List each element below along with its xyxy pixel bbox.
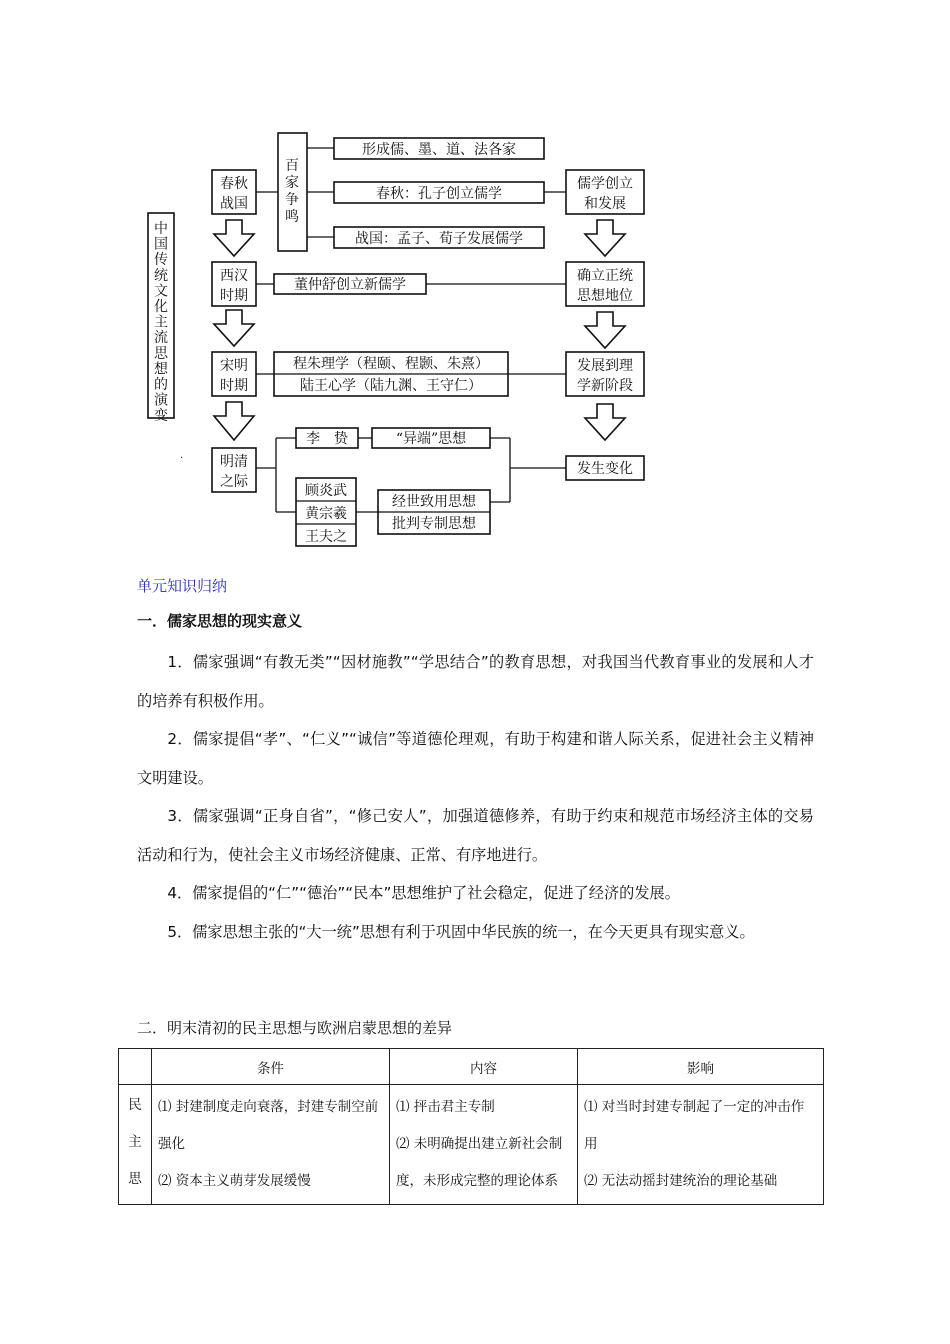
result-3-line1: 发展到理: [577, 358, 633, 374]
effects-cell: [578, 1085, 824, 1205]
paragraph-1: 1．儒家强调“有教无类”“因材施教”“学思结合”的教育思想，对我国当代教育事业的发展和人才的培养有积极作用。: [137, 653, 814, 710]
svg-text:.: .: [180, 450, 184, 461]
xihan-item-text: 董仲舒创立新儒学: [294, 277, 406, 293]
thought-jingshi: 经世致用思想: [392, 494, 476, 510]
period-xihan-line1: 西汉: [220, 268, 248, 284]
down-arrow-icon: [585, 312, 625, 348]
baijia-text: 百家争鸣: [285, 158, 299, 225]
row-head-char: 民: [128, 1097, 142, 1113]
comparison-table: [118, 1048, 824, 1205]
heading-2: 二．明末清初的民主思想与欧洲启蒙思想的差异: [137, 1019, 453, 1037]
person-wang-fuzhi: 王夫之: [305, 529, 347, 545]
thought-pipan: 批判专制思想: [392, 516, 476, 532]
paragraph-3: 3．儒家强调“正身自省”，“修己安人”，加强道德修养，有助于约束和规范市场经济主体的交易活动和行为，使社会主义市场经济健康、正常、有序地进行。: [137, 807, 814, 864]
down-arrow-icon: [214, 220, 254, 256]
contents-cell: [390, 1085, 578, 1205]
period-xihan-line2: 时期: [220, 288, 248, 304]
paragraph-2: 2．儒家提倡“孝”、“仁义”“诚信”等道德伦理观，有助于构建和谐人际关系，促进社会主义精神文明建设。: [137, 730, 814, 787]
result-4-text: 发生变化: [577, 461, 633, 477]
paragraph-4: 4．儒家提倡的“仁”“德治”“民本”思想维护了社会稳定，促进了经济的发展。: [167, 884, 680, 902]
person-gu-yanwu: 顾炎武: [305, 483, 347, 499]
row-head-char: 思: [128, 1171, 142, 1187]
down-arrow-icon: [585, 404, 625, 440]
yiduan-text: “异端”思想: [395, 431, 467, 447]
chunqiu-item-1-text: 形成儒、墨、道、法各家: [362, 142, 516, 158]
row-head: [119, 1085, 152, 1205]
condition-1: ⑴ 封建制度走向衰落，封建专制空前强化: [158, 1099, 379, 1152]
table-header-content: 内容: [390, 1049, 578, 1085]
result-2-line1: 确立正统: [577, 268, 633, 284]
row-head-char: 主: [128, 1134, 142, 1150]
period-chunqiu-line2: 战国: [220, 196, 248, 212]
paragraph-5: 5．儒家思想主张的“大一统”思想有利于巩固中华民族的统一，在今天更具有现实意义。: [167, 922, 755, 941]
result-2-line2: 思想地位: [577, 288, 633, 304]
main-title: 中国传统文化主流思想的演变: [154, 221, 168, 425]
person-huang-zongxi: 黄宗羲: [305, 506, 347, 522]
result-1-line1: 儒学创立: [577, 176, 633, 192]
songming-item-1-text: 程朱理学（程颐、程颢、朱熹）: [293, 356, 489, 372]
period-mingqing-line1: 明清: [220, 454, 248, 470]
table-header-empty: [119, 1049, 152, 1085]
chunqiu-item-3-text: 战国：孟子、荀子发展儒学: [355, 231, 523, 247]
li-zhi-text: 李 贽: [306, 431, 348, 447]
heading-1: 一．儒家思想的现实意义: [137, 612, 303, 630]
effect-2: ⑵ 无法动摇封建统治的理论基础: [584, 1173, 778, 1189]
evolution-diagram: [0, 0, 950, 560]
paragraphs: [137, 643, 814, 951]
chunqiu-item-2-text: 春秋：孔子创立儒学: [376, 186, 502, 202]
conditions-cell: [152, 1085, 390, 1205]
content-2: ⑵ 未明确提出建立新社会制度，未形成完整的理论体系: [396, 1136, 563, 1189]
table-header-effects: 影响: [578, 1049, 824, 1085]
down-arrow-icon: [214, 310, 254, 346]
period-mingqing-line2: 之际: [220, 474, 248, 490]
period-chunqiu-line1: 春秋: [220, 176, 248, 192]
result-1-line2: 和发展: [584, 196, 626, 212]
period-songming-line2: 时期: [220, 378, 248, 394]
down-arrow-icon: [214, 402, 254, 440]
condition-2: ⑵ 资本主义萌芽发展缓慢: [158, 1173, 311, 1189]
effect-1: ⑴ 对当时封建专制起了一定的冲击作用: [584, 1099, 805, 1152]
table-header-row: [119, 1049, 824, 1085]
result-3-line2: 学新阶段: [577, 378, 633, 394]
section-link[interactable]: 单元知识归纳: [137, 577, 228, 595]
content-1: ⑴ 抨击君主专制: [396, 1099, 495, 1115]
period-songming-line1: 宋明: [220, 358, 248, 374]
table-row: [119, 1085, 824, 1205]
down-arrow-icon: [585, 220, 625, 256]
table-header-conditions: 条件: [152, 1049, 390, 1085]
songming-item-2-text: 陆王心学（陆九渊、王守仁）: [300, 378, 482, 394]
